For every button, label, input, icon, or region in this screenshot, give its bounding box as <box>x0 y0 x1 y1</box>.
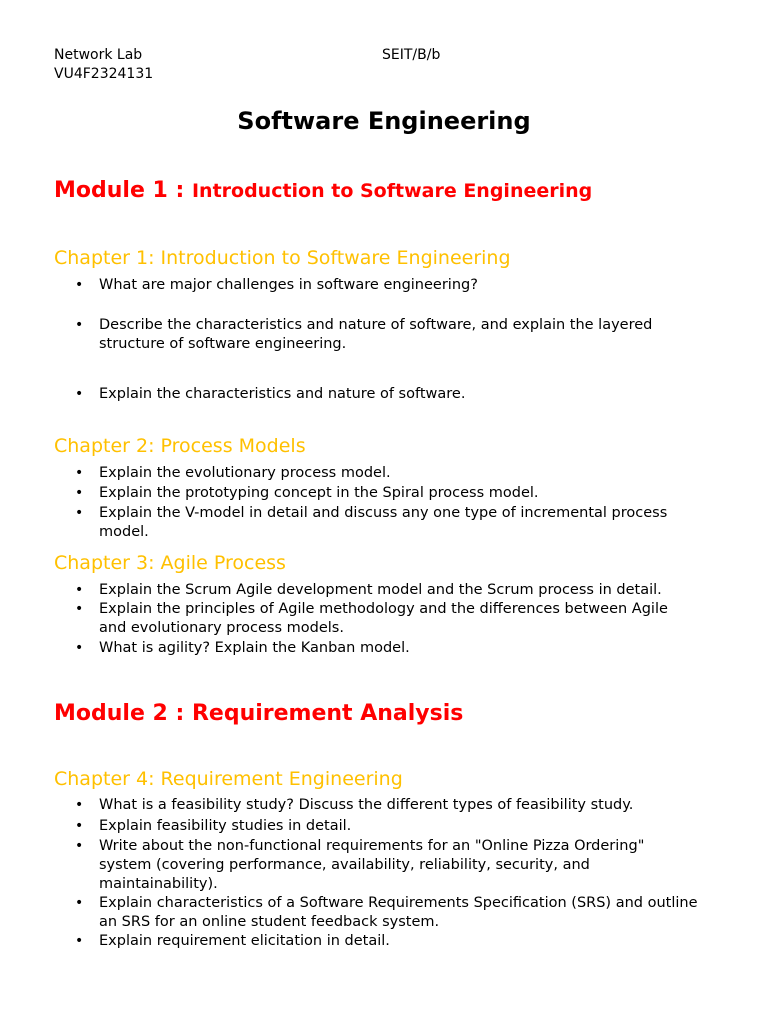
module-1-label: Module 1 : <box>54 178 192 203</box>
bullet-icon: • <box>75 933 84 949</box>
module-2-heading <box>54 700 463 728</box>
bullet-icon: • <box>75 485 84 501</box>
list-item-text: Explain the V-model in detail and discuss any one type of incremental process model. <box>99 505 668 540</box>
list-item <box>75 316 699 354</box>
list-item-text: Explain the principles of Agile methodology and the differences between Agile and evolutionary process models. <box>99 601 668 636</box>
bullet-icon: • <box>75 895 84 911</box>
list-item-text: Explain the characteristics and nature of software. <box>99 386 466 402</box>
chapter-3-heading: Chapter 3: Agile Process <box>54 552 286 574</box>
list-item <box>75 837 699 894</box>
header-student-id: VU4F2324131 <box>54 66 154 82</box>
bullet-icon: • <box>75 838 84 854</box>
list-item <box>75 639 699 658</box>
chapter-2-heading: Chapter 2: Process Models <box>54 435 306 457</box>
bullet-icon: • <box>75 640 84 656</box>
list-item <box>75 581 699 600</box>
bullet-icon: • <box>75 505 84 521</box>
list-item-text: Explain feasibility studies in detail. <box>99 818 352 834</box>
list-item-text: Write about the non-functional requirements for an "Online Pizza Ordering" system (covering performance, availability, reliability, security, and maintainability). <box>99 838 645 892</box>
list-item <box>75 817 699 836</box>
bullet-icon: • <box>75 465 84 481</box>
list-item <box>75 464 699 483</box>
list-item <box>75 796 699 815</box>
list-item-text: What is a feasibility study? Discuss the different types of feasibility study. <box>99 797 634 813</box>
bullet-icon: • <box>75 601 84 617</box>
list-item-text: Explain the Scrum Agile development model and the Scrum process in detail. <box>99 582 662 598</box>
list-item-text: Explain the prototyping concept in the Spiral process model. <box>99 485 539 501</box>
bullet-icon: • <box>75 277 84 293</box>
list-item <box>75 484 699 503</box>
header-lab-name: Network Lab <box>54 47 143 63</box>
module-2-label: Module 2 : <box>54 701 192 726</box>
bullet-icon: • <box>75 797 84 813</box>
module-1-heading <box>54 177 592 205</box>
module-1-name: Introduction to Software Engineering <box>191 180 593 202</box>
header-class-division: SEIT/B/b <box>382 47 441 63</box>
document-title: Software Engineering <box>237 107 531 135</box>
bullet-icon: • <box>75 386 84 402</box>
chapter-1-heading: Chapter 1: Introduction to Software Engineering <box>54 247 511 269</box>
list-item <box>75 385 699 404</box>
bullet-icon: • <box>75 818 84 834</box>
list-item-text: Explain requirement elicitation in detail. <box>99 933 390 949</box>
list-item <box>75 276 699 295</box>
bullet-icon: • <box>75 582 84 598</box>
list-item-text: Explain characteristics of a Software Requirements Specification (SRS) and outline an SRS for an online student feedback system. <box>99 895 698 930</box>
list-item <box>75 600 699 638</box>
list-item-text: Explain the evolutionary process model. <box>99 465 391 481</box>
list-item <box>75 504 699 542</box>
list-item <box>75 894 699 932</box>
module-2-name: Requirement Analysis <box>191 701 464 726</box>
list-item-text: What are major challenges in software engineering? <box>99 277 478 293</box>
list-item-text: What is agility? Explain the Kanban model. <box>99 640 410 656</box>
bullet-icon: • <box>75 317 84 333</box>
chapter-4-heading: Chapter 4: Requirement Engineering <box>54 768 403 790</box>
list-item-text: Describe the characteristics and nature of software, and explain the layered structure of software engineering. <box>99 317 653 352</box>
list-item <box>75 932 699 951</box>
